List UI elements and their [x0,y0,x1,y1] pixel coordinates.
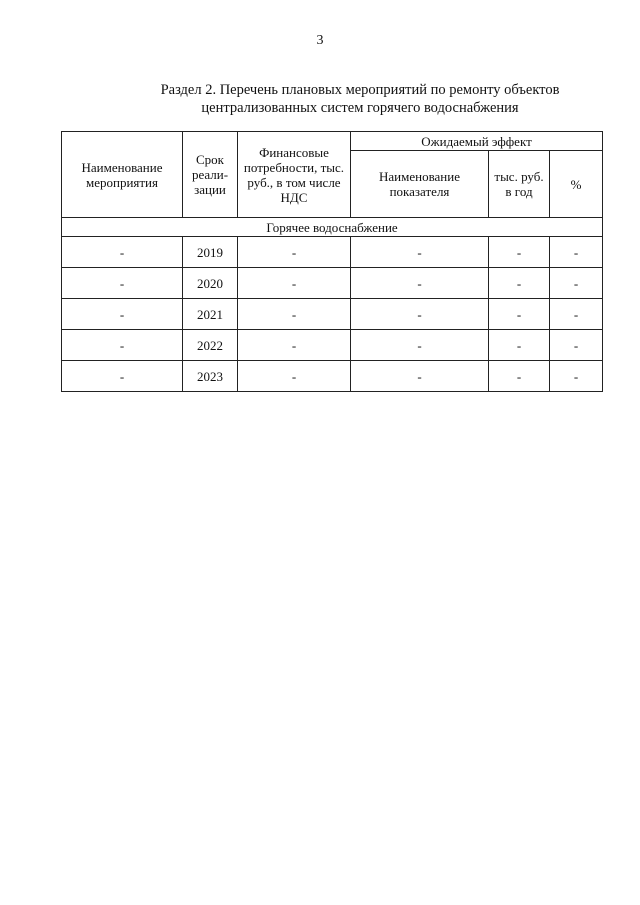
header-row-top [62,132,603,151]
table-row [62,268,603,299]
cell-indicator: - [351,268,489,299]
header-financial: Финансовые потребности, тыс. руб., в том числе НДС [238,132,351,218]
section-title-line-1: Раздел 2. Перечень плановых мероприятий по ремонту объектов [160,82,560,98]
cell-year: 2021 [183,299,238,330]
cell-rub-per-year: - [489,299,550,330]
header-term: Срок реали-зации [183,132,238,218]
plan-table [61,131,603,392]
table-row [62,330,603,361]
cell-finance: - [238,268,351,299]
cell-indicator: - [351,299,489,330]
cell-event-name: - [62,268,183,299]
header-event-name: Наименование мероприятия [62,132,183,218]
cell-indicator: - [351,361,489,392]
cell-year: 2022 [183,330,238,361]
cell-event-name: - [62,361,183,392]
cell-event-name: - [62,299,183,330]
header-rub-per-year: тыс. руб. в год [489,151,550,218]
section-row [62,218,603,237]
header-percent: % [550,151,603,218]
table-row [62,237,603,268]
section-title [110,81,610,117]
table-row [62,361,603,392]
cell-percent: - [550,237,603,268]
cell-finance: - [238,330,351,361]
cell-rub-per-year: - [489,361,550,392]
cell-finance: - [238,237,351,268]
cell-rub-per-year: - [489,268,550,299]
cell-rub-per-year: - [489,330,550,361]
section-label: Горячее водоснабжение [62,218,603,237]
header-expected-effect: Ожидаемый эффект [351,132,603,151]
cell-finance: - [238,361,351,392]
cell-indicator: - [351,330,489,361]
cell-year: 2019 [183,237,238,268]
cell-percent: - [550,330,603,361]
cell-event-name: - [62,237,183,268]
cell-year: 2020 [183,268,238,299]
section-title-line-2: централизованных систем горячего водоснабжения [201,100,519,116]
cell-indicator: - [351,237,489,268]
table-row [62,299,603,330]
cell-finance: - [238,299,351,330]
header-indicator-name: Наименование показателя [351,151,489,218]
cell-percent: - [550,268,603,299]
cell-percent: - [550,299,603,330]
cell-percent: - [550,361,603,392]
cell-event-name: - [62,330,183,361]
cell-rub-per-year: - [489,237,550,268]
page-number: 3 [316,33,324,48]
cell-year: 2023 [183,361,238,392]
